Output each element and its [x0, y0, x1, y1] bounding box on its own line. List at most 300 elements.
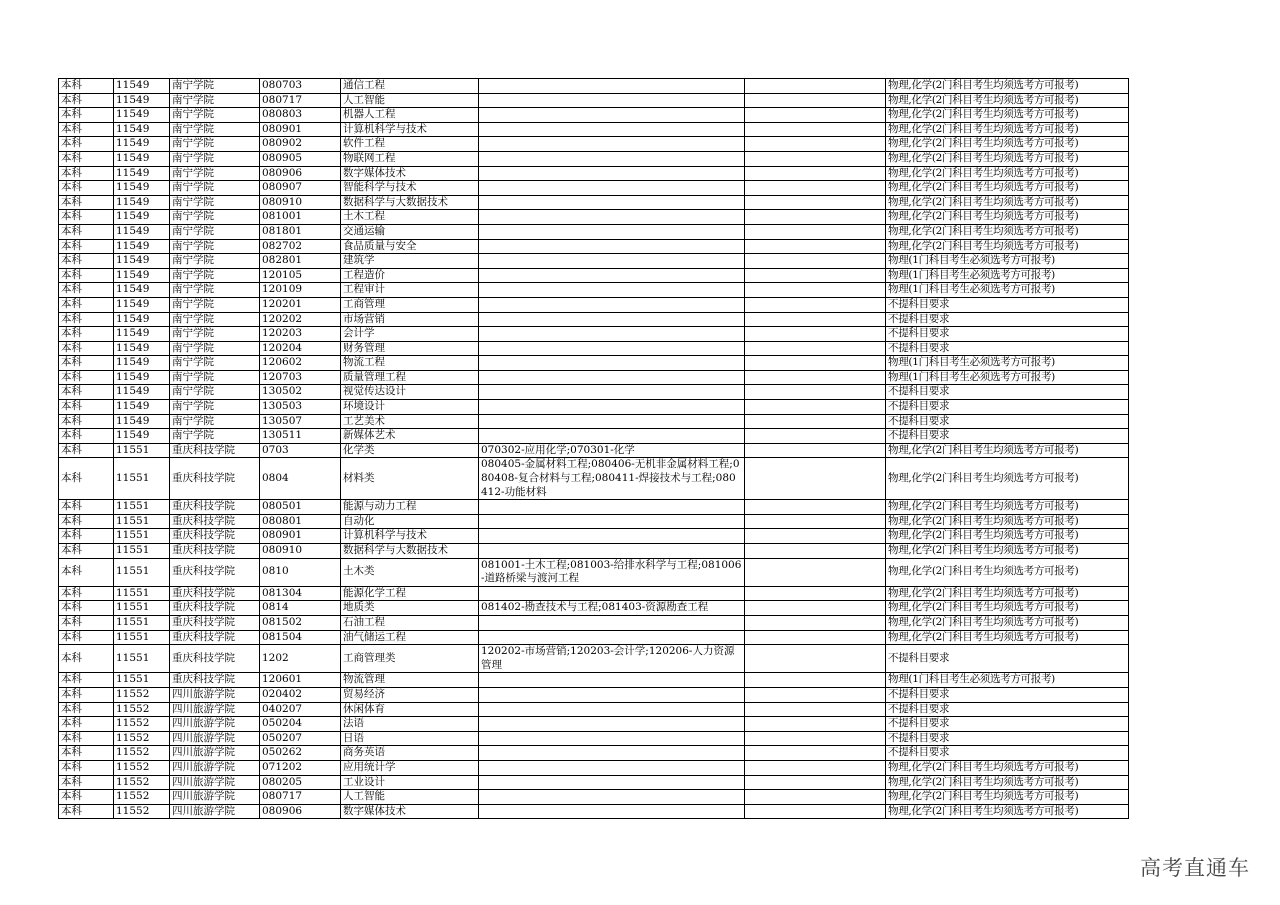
school-code-cell: 11549 [114, 429, 170, 444]
remarks-cell [745, 804, 886, 819]
major-name-cell: 工艺美术 [341, 414, 479, 429]
school-name-cell: 四川旅游学院 [170, 687, 260, 702]
major-name-cell: 机器人工程 [341, 108, 479, 123]
major-name-cell: 人工智能 [341, 93, 479, 108]
included-majors-cell [479, 544, 745, 559]
school-name-cell: 重庆科技学院 [170, 558, 260, 586]
table-row [59, 341, 1129, 356]
included-majors-cell [479, 166, 745, 181]
major-name-cell: 能源化学工程 [341, 586, 479, 601]
major-code-cell: 040207 [260, 702, 341, 717]
subject-requirement-cell: 物理,化学(2门科目考生均须选考方可报考) [886, 224, 1129, 239]
subject-requirement-cell: 不提科目要求 [886, 731, 1129, 746]
major-code-cell: 081504 [260, 630, 341, 645]
remarks-cell [745, 673, 886, 688]
major-name-cell: 计算机科学与技术 [341, 529, 479, 544]
subject-requirement-cell: 物理(1门科目考生必须选考方可报考) [886, 370, 1129, 385]
level-cell: 本科 [59, 558, 114, 586]
included-majors-cell [479, 108, 745, 123]
subject-requirement-cell: 不提科目要求 [886, 717, 1129, 732]
subject-requirement-cell: 物理,化学(2门科目考生均须选考方可报考) [886, 166, 1129, 181]
school-code-cell: 11549 [114, 283, 170, 298]
school-code-cell: 11552 [114, 804, 170, 819]
major-code-cell: 080717 [260, 93, 341, 108]
subject-requirement-cell: 物理,化学(2门科目考生均须选考方可报考) [886, 151, 1129, 166]
included-majors-cell [479, 341, 745, 356]
subject-requirement-cell: 物理,化学(2门科目考生均须选考方可报考) [886, 804, 1129, 819]
level-cell: 本科 [59, 746, 114, 761]
school-code-cell: 11551 [114, 544, 170, 559]
subject-requirement-cell: 物理,化学(2门科目考生均须选考方可报考) [886, 458, 1129, 500]
included-majors-cell [479, 790, 745, 805]
level-cell: 本科 [59, 356, 114, 371]
table-row [59, 443, 1129, 458]
included-majors-cell [479, 702, 745, 717]
school-name-cell: 重庆科技学院 [170, 514, 260, 529]
major-code-cell: 080910 [260, 544, 341, 559]
major-name-cell: 数字媒体技术 [341, 804, 479, 819]
school-name-cell: 南宁学院 [170, 385, 260, 400]
remarks-cell [745, 529, 886, 544]
major-name-cell: 交通运输 [341, 224, 479, 239]
included-majors-cell [479, 804, 745, 819]
remarks-cell [745, 79, 886, 94]
level-cell: 本科 [59, 312, 114, 327]
level-cell: 本科 [59, 687, 114, 702]
school-name-cell: 重庆科技学院 [170, 601, 260, 616]
subject-requirement-cell: 不提科目要求 [886, 645, 1129, 673]
level-cell: 本科 [59, 108, 114, 123]
remarks-cell [745, 166, 886, 181]
level-cell: 本科 [59, 630, 114, 645]
level-cell: 本科 [59, 370, 114, 385]
school-code-cell: 11549 [114, 297, 170, 312]
table-row [59, 558, 1129, 586]
subject-requirement-cell: 物理,化学(2门科目考生均须选考方可报考) [886, 601, 1129, 616]
table-row [59, 544, 1129, 559]
major-code-cell: 082801 [260, 254, 341, 269]
subject-requirement-cell: 不提科目要求 [886, 687, 1129, 702]
included-majors-cell [479, 327, 745, 342]
included-majors-cell [479, 283, 745, 298]
school-name-cell: 南宁学院 [170, 268, 260, 283]
included-majors-cell [479, 400, 745, 415]
level-cell: 本科 [59, 385, 114, 400]
subject-requirement-cell: 不提科目要求 [886, 746, 1129, 761]
enrollment-table [58, 78, 1129, 819]
table-row [59, 746, 1129, 761]
remarks-cell [745, 586, 886, 601]
major-code-cell: 081502 [260, 615, 341, 630]
school-name-cell: 重庆科技学院 [170, 630, 260, 645]
included-majors-cell [479, 775, 745, 790]
subject-requirement-cell: 物理,化学(2门科目考生均须选考方可报考) [886, 93, 1129, 108]
school-code-cell: 11551 [114, 458, 170, 500]
subject-requirement-cell: 物理,化学(2门科目考生均须选考方可报考) [886, 586, 1129, 601]
school-code-cell: 11551 [114, 529, 170, 544]
subject-requirement-cell: 物理,化学(2门科目考生均须选考方可报考) [886, 79, 1129, 94]
included-majors-cell [479, 687, 745, 702]
major-code-cell: 050204 [260, 717, 341, 732]
remarks-cell [745, 356, 886, 371]
school-name-cell: 南宁学院 [170, 181, 260, 196]
major-name-cell: 数据科学与大数据技术 [341, 195, 479, 210]
school-name-cell: 南宁学院 [170, 166, 260, 181]
level-cell: 本科 [59, 775, 114, 790]
level-cell: 本科 [59, 673, 114, 688]
subject-requirement-cell: 物理(1门科目考生必须选考方可报考) [886, 268, 1129, 283]
table-row [59, 586, 1129, 601]
major-name-cell: 自动化 [341, 514, 479, 529]
subject-requirement-cell: 物理,化学(2门科目考生均须选考方可报考) [886, 760, 1129, 775]
level-cell: 本科 [59, 731, 114, 746]
school-code-cell: 11549 [114, 312, 170, 327]
included-majors-cell [479, 731, 745, 746]
school-code-cell: 11549 [114, 400, 170, 415]
table-row [59, 210, 1129, 225]
major-name-cell: 休闲体育 [341, 702, 479, 717]
table-row [59, 239, 1129, 254]
school-code-cell: 11549 [114, 385, 170, 400]
included-majors-cell [479, 673, 745, 688]
school-name-cell: 南宁学院 [170, 151, 260, 166]
school-name-cell: 重庆科技学院 [170, 586, 260, 601]
subject-requirement-cell: 不提科目要求 [886, 702, 1129, 717]
school-code-cell: 11551 [114, 558, 170, 586]
remarks-cell [745, 443, 886, 458]
level-cell: 本科 [59, 93, 114, 108]
major-name-cell: 数据科学与大数据技术 [341, 544, 479, 559]
subject-requirement-cell: 物理,化学(2门科目考生均须选考方可报考) [886, 630, 1129, 645]
table-row [59, 385, 1129, 400]
school-code-cell: 11551 [114, 615, 170, 630]
major-code-cell: 080717 [260, 790, 341, 805]
remarks-cell [745, 297, 886, 312]
major-code-cell: 120602 [260, 356, 341, 371]
major-code-cell: 050262 [260, 746, 341, 761]
school-name-cell: 南宁学院 [170, 79, 260, 94]
school-code-cell: 11549 [114, 268, 170, 283]
school-name-cell: 重庆科技学院 [170, 615, 260, 630]
table-row [59, 370, 1129, 385]
table-row [59, 529, 1129, 544]
included-majors-cell [479, 268, 745, 283]
remarks-cell [745, 514, 886, 529]
major-name-cell: 物联网工程 [341, 151, 479, 166]
table-row [59, 500, 1129, 515]
school-code-cell: 11551 [114, 514, 170, 529]
level-cell: 本科 [59, 804, 114, 819]
major-name-cell: 商务英语 [341, 746, 479, 761]
school-name-cell: 南宁学院 [170, 429, 260, 444]
major-name-cell: 数字媒体技术 [341, 166, 479, 181]
table-row [59, 514, 1129, 529]
level-cell: 本科 [59, 586, 114, 601]
major-name-cell: 软件工程 [341, 137, 479, 152]
major-code-cell: 1202 [260, 645, 341, 673]
subject-requirement-cell: 物理,化学(2门科目考生均须选考方可报考) [886, 137, 1129, 152]
table-row [59, 615, 1129, 630]
school-name-cell: 重庆科技学院 [170, 529, 260, 544]
subject-requirement-cell: 物理,化学(2门科目考生均须选考方可报考) [886, 775, 1129, 790]
school-name-cell: 四川旅游学院 [170, 746, 260, 761]
level-cell: 本科 [59, 210, 114, 225]
table-row [59, 790, 1129, 805]
major-code-cell: 080906 [260, 166, 341, 181]
remarks-cell [745, 615, 886, 630]
remarks-cell [745, 312, 886, 327]
major-name-cell: 法语 [341, 717, 479, 732]
table-row [59, 297, 1129, 312]
remarks-cell [745, 268, 886, 283]
table-row [59, 673, 1129, 688]
school-code-cell: 11549 [114, 137, 170, 152]
subject-requirement-cell: 物理,化学(2门科目考生均须选考方可报考) [886, 239, 1129, 254]
remarks-cell [745, 500, 886, 515]
remarks-cell [745, 746, 886, 761]
remarks-cell [745, 775, 886, 790]
major-code-cell: 082702 [260, 239, 341, 254]
major-code-cell: 080703 [260, 79, 341, 94]
remarks-cell [745, 122, 886, 137]
level-cell: 本科 [59, 544, 114, 559]
subject-requirement-cell: 不提科目要求 [886, 429, 1129, 444]
remarks-cell [745, 254, 886, 269]
included-majors-cell [479, 385, 745, 400]
table-row [59, 137, 1129, 152]
table-row [59, 775, 1129, 790]
major-code-cell: 081304 [260, 586, 341, 601]
level-cell: 本科 [59, 341, 114, 356]
included-majors-cell [479, 370, 745, 385]
major-name-cell: 环境设计 [341, 400, 479, 415]
level-cell: 本科 [59, 702, 114, 717]
subject-requirement-cell: 不提科目要求 [886, 385, 1129, 400]
major-code-cell: 050207 [260, 731, 341, 746]
included-majors-cell [479, 760, 745, 775]
table-row [59, 601, 1129, 616]
subject-requirement-cell: 物理,化学(2门科目考生均须选考方可报考) [886, 514, 1129, 529]
school-name-cell: 四川旅游学院 [170, 804, 260, 819]
major-code-cell: 120109 [260, 283, 341, 298]
level-cell: 本科 [59, 717, 114, 732]
remarks-cell [745, 283, 886, 298]
table-row [59, 195, 1129, 210]
school-name-cell: 南宁学院 [170, 224, 260, 239]
level-cell: 本科 [59, 224, 114, 239]
remarks-cell [745, 327, 886, 342]
school-code-cell: 11549 [114, 341, 170, 356]
major-name-cell: 石油工程 [341, 615, 479, 630]
remarks-cell [745, 558, 886, 586]
major-name-cell: 油气储运工程 [341, 630, 479, 645]
remarks-cell [745, 341, 886, 356]
major-code-cell: 120703 [260, 370, 341, 385]
remarks-cell [745, 645, 886, 673]
subject-requirement-cell: 物理,化学(2门科目考生均须选考方可报考) [886, 195, 1129, 210]
school-name-cell: 南宁学院 [170, 341, 260, 356]
subject-requirement-cell: 物理,化学(2门科目考生均须选考方可报考) [886, 790, 1129, 805]
major-code-cell: 080501 [260, 500, 341, 515]
school-code-cell: 11549 [114, 151, 170, 166]
major-name-cell: 计算机科学与技术 [341, 122, 479, 137]
table-row [59, 224, 1129, 239]
included-majors-cell [479, 312, 745, 327]
major-code-cell: 080801 [260, 514, 341, 529]
school-name-cell: 南宁学院 [170, 414, 260, 429]
included-majors-cell [479, 210, 745, 225]
level-cell: 本科 [59, 529, 114, 544]
major-name-cell: 化学类 [341, 443, 479, 458]
included-majors-cell: 081402-勘查技术与工程;081403-资源勘查工程 [479, 601, 745, 616]
school-code-cell: 11552 [114, 702, 170, 717]
major-code-cell: 130503 [260, 400, 341, 415]
subject-requirement-cell: 不提科目要求 [886, 400, 1129, 415]
included-majors-cell [479, 195, 745, 210]
remarks-cell [745, 151, 886, 166]
level-cell: 本科 [59, 760, 114, 775]
level-cell: 本科 [59, 181, 114, 196]
subject-requirement-cell: 物理,化学(2门科目考生均须选考方可报考) [886, 181, 1129, 196]
table-row [59, 166, 1129, 181]
school-code-cell: 11551 [114, 443, 170, 458]
school-name-cell: 重庆科技学院 [170, 443, 260, 458]
school-name-cell: 重庆科技学院 [170, 544, 260, 559]
remarks-cell [745, 760, 886, 775]
school-name-cell: 四川旅游学院 [170, 775, 260, 790]
included-majors-cell [479, 137, 745, 152]
remarks-cell [745, 181, 886, 196]
remarks-cell [745, 702, 886, 717]
school-code-cell: 11551 [114, 673, 170, 688]
level-cell: 本科 [59, 429, 114, 444]
level-cell: 本科 [59, 79, 114, 94]
major-code-cell: 020402 [260, 687, 341, 702]
school-code-cell: 11552 [114, 687, 170, 702]
subject-requirement-cell: 物理(1门科目考生必须选考方可报考) [886, 673, 1129, 688]
table-row [59, 400, 1129, 415]
major-name-cell: 土木工程 [341, 210, 479, 225]
major-name-cell: 新媒体艺术 [341, 429, 479, 444]
school-name-cell: 四川旅游学院 [170, 702, 260, 717]
major-code-cell: 0814 [260, 601, 341, 616]
table-row [59, 356, 1129, 371]
subject-requirement-cell: 物理,化学(2门科目考生均须选考方可报考) [886, 558, 1129, 586]
remarks-cell [745, 195, 886, 210]
level-cell: 本科 [59, 137, 114, 152]
table-row [59, 93, 1129, 108]
included-majors-cell [479, 514, 745, 529]
table-row [59, 687, 1129, 702]
subject-requirement-cell: 不提科目要求 [886, 414, 1129, 429]
subject-requirement-cell: 物理(1门科目考生必须选考方可报考) [886, 254, 1129, 269]
major-name-cell: 材料类 [341, 458, 479, 500]
subject-requirement-cell: 不提科目要求 [886, 341, 1129, 356]
major-code-cell: 080902 [260, 137, 341, 152]
major-name-cell: 通信工程 [341, 79, 479, 94]
school-code-cell: 11551 [114, 586, 170, 601]
school-name-cell: 南宁学院 [170, 283, 260, 298]
major-code-cell: 120203 [260, 327, 341, 342]
level-cell: 本科 [59, 400, 114, 415]
major-name-cell: 人工智能 [341, 790, 479, 805]
major-code-cell: 080803 [260, 108, 341, 123]
major-code-cell: 130502 [260, 385, 341, 400]
subject-requirement-cell: 物理(1门科目考生必须选考方可报考) [886, 283, 1129, 298]
school-name-cell: 重庆科技学院 [170, 645, 260, 673]
level-cell: 本科 [59, 645, 114, 673]
remarks-cell [745, 224, 886, 239]
major-name-cell: 智能科学与技术 [341, 181, 479, 196]
level-cell: 本科 [59, 458, 114, 500]
school-code-cell: 11551 [114, 601, 170, 616]
school-name-cell: 重庆科技学院 [170, 500, 260, 515]
table-row [59, 760, 1129, 775]
table-row [59, 283, 1129, 298]
subject-requirement-cell: 物理,化学(2门科目考生均须选考方可报考) [886, 210, 1129, 225]
school-name-cell: 南宁学院 [170, 210, 260, 225]
remarks-cell [745, 458, 886, 500]
school-code-cell: 11552 [114, 746, 170, 761]
major-code-cell: 080910 [260, 195, 341, 210]
school-code-cell: 11549 [114, 79, 170, 94]
school-name-cell: 南宁学院 [170, 356, 260, 371]
included-majors-cell [479, 297, 745, 312]
included-majors-cell [479, 746, 745, 761]
major-name-cell: 应用统计学 [341, 760, 479, 775]
major-name-cell: 工业设计 [341, 775, 479, 790]
subject-requirement-cell: 物理,化学(2门科目考生均须选考方可报考) [886, 108, 1129, 123]
school-name-cell: 南宁学院 [170, 312, 260, 327]
subject-requirement-cell: 物理,化学(2门科目考生均须选考方可报考) [886, 529, 1129, 544]
subject-requirement-cell: 物理(1门科目考生必须选考方可报考) [886, 356, 1129, 371]
table-row [59, 645, 1129, 673]
table-row [59, 429, 1129, 444]
major-name-cell: 食品质量与安全 [341, 239, 479, 254]
major-code-cell: 0810 [260, 558, 341, 586]
school-code-cell: 11552 [114, 717, 170, 732]
major-name-cell: 工商管理类 [341, 645, 479, 673]
school-code-cell: 11549 [114, 327, 170, 342]
included-majors-cell [479, 615, 745, 630]
included-majors-cell: 081001-土木工程;081003-给排水科学与工程;081006-道路桥梁与渡河工程 [479, 558, 745, 586]
major-name-cell: 能源与动力工程 [341, 500, 479, 515]
level-cell: 本科 [59, 601, 114, 616]
table-row [59, 630, 1129, 645]
included-majors-cell [479, 630, 745, 645]
included-majors-cell [479, 414, 745, 429]
major-code-cell: 071202 [260, 760, 341, 775]
level-cell: 本科 [59, 283, 114, 298]
school-name-cell: 南宁学院 [170, 327, 260, 342]
table-body [59, 79, 1129, 819]
included-majors-cell [479, 356, 745, 371]
major-code-cell: 120202 [260, 312, 341, 327]
level-cell: 本科 [59, 790, 114, 805]
major-name-cell: 地质类 [341, 601, 479, 616]
level-cell: 本科 [59, 122, 114, 137]
major-code-cell: 080901 [260, 122, 341, 137]
school-name-cell: 重庆科技学院 [170, 673, 260, 688]
table-row [59, 327, 1129, 342]
school-name-cell: 南宁学院 [170, 370, 260, 385]
included-majors-cell [479, 500, 745, 515]
level-cell: 本科 [59, 443, 114, 458]
major-name-cell: 日语 [341, 731, 479, 746]
school-code-cell: 11549 [114, 356, 170, 371]
school-code-cell: 11549 [114, 210, 170, 225]
subject-requirement-cell: 不提科目要求 [886, 312, 1129, 327]
